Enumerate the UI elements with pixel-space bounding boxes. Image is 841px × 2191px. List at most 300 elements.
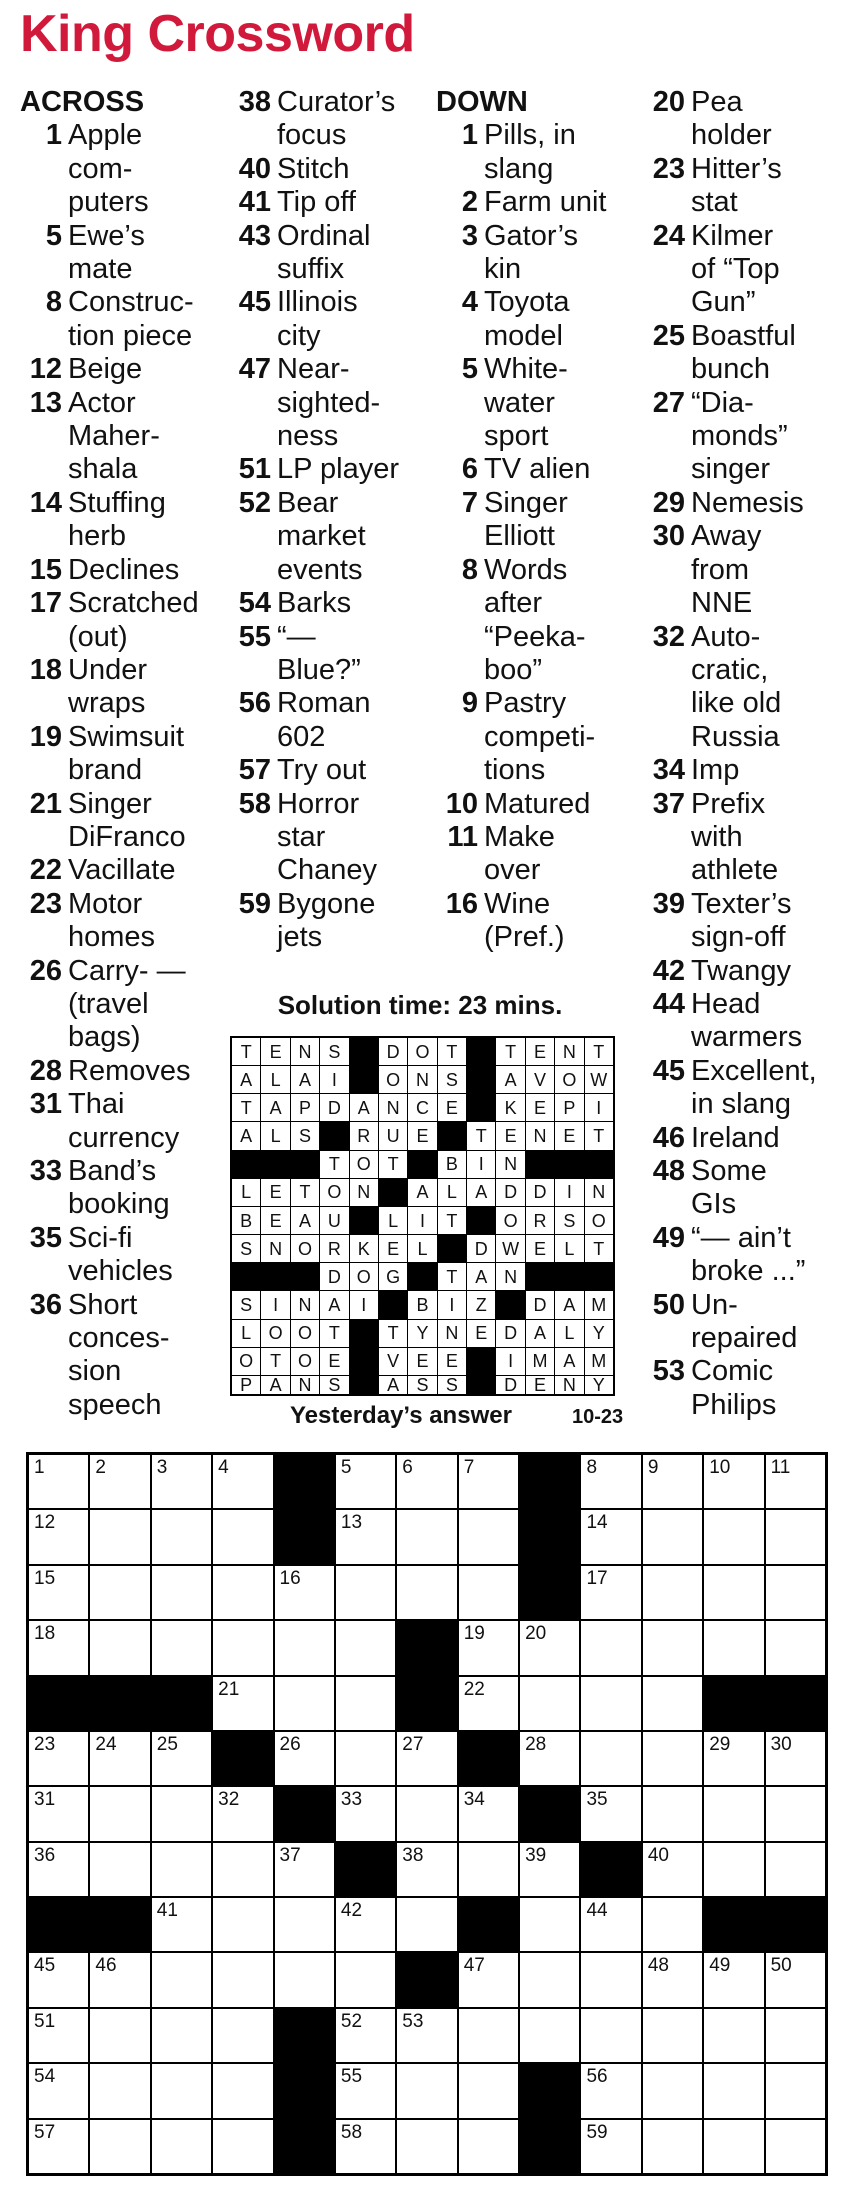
clue-number: 43 [238, 219, 271, 252]
answer-letter-cell: D [320, 1263, 348, 1290]
grid-cell[interactable] [766, 1455, 825, 1508]
grid-cell[interactable] [397, 2120, 456, 2173]
grid-cell[interactable] [766, 2009, 825, 2062]
clue-item [20, 487, 222, 554]
grid-cell[interactable] [152, 1621, 211, 1674]
answer-block-cell [585, 1151, 613, 1178]
clue-item [20, 788, 222, 855]
clue-text: Singer DiFranco [68, 787, 186, 853]
grid-cell-number: 6 [402, 1457, 413, 1478]
grid-cell-number: 54 [34, 2066, 56, 2088]
grid-cell[interactable] [581, 1732, 640, 1785]
grid-block-cell [520, 2064, 579, 2117]
clue-number: 48 [652, 1155, 685, 1187]
grid-cell[interactable] [90, 2120, 149, 2173]
clue-number: 3 [461, 219, 478, 252]
grid-cell[interactable] [275, 1621, 334, 1674]
answer-letter-cell: O [291, 1235, 319, 1262]
answer-block-cell [350, 1038, 378, 1065]
clue-item [20, 220, 222, 287]
answer-letter-cell: B [232, 1207, 260, 1234]
clue-item [20, 1222, 222, 1289]
grid-cell[interactable] [643, 1677, 702, 1730]
clue-item [643, 1289, 838, 1356]
answer-block-cell [467, 1376, 495, 1394]
answer-letter-cell: U [320, 1207, 348, 1234]
grid-cell-number: 45 [34, 1955, 56, 1977]
down-clues-column-2 [643, 86, 838, 1422]
grid-cell[interactable] [520, 1898, 579, 1951]
grid-cell[interactable] [643, 1566, 702, 1619]
grid-cell[interactable] [275, 1953, 334, 2006]
grid-cell[interactable] [643, 2009, 702, 2062]
down-heading: DOWN [436, 86, 528, 118]
answer-letter-cell: A [350, 1094, 378, 1121]
grid-cell[interactable] [336, 1898, 395, 1951]
grid-cell[interactable] [29, 1566, 88, 1619]
grid-cell[interactable] [213, 2064, 272, 2117]
answer-letter-cell: O [350, 1151, 378, 1178]
grid-cell[interactable] [336, 2064, 395, 2117]
grid-cell[interactable] [704, 1953, 763, 2006]
clue-number: 32 [652, 620, 685, 653]
grid-cell[interactable] [90, 2064, 149, 2117]
clue-item [643, 520, 838, 620]
grid-cell[interactable] [643, 1621, 702, 1674]
grid-cell[interactable] [213, 1843, 272, 1896]
grid-cell[interactable] [459, 1953, 518, 2006]
clue-text: Nemesis [691, 486, 804, 519]
grid-cell-number: 40 [647, 1844, 669, 1866]
grid-block-cell [275, 2120, 334, 2173]
grid-cell[interactable] [213, 1566, 272, 1619]
clue-text: Boastful bunch [691, 319, 796, 386]
grid-cell[interactable] [581, 1566, 640, 1619]
grid-cell[interactable] [643, 1953, 702, 2006]
grid-cell-number: 53 [402, 2010, 424, 2032]
grid-cell[interactable] [213, 1787, 272, 1840]
answer-block-cell [467, 1038, 495, 1065]
grid-block-cell [581, 1843, 640, 1896]
grid-cell[interactable] [275, 1566, 334, 1619]
grid-cell[interactable] [336, 1732, 395, 1785]
clue-text: Gator’s kin [484, 219, 579, 286]
grid-cell[interactable] [704, 2064, 763, 2117]
grid-cell[interactable] [459, 2009, 518, 2062]
answer-letter-cell: A [320, 1291, 348, 1318]
answer-letter-cell: E [526, 1038, 554, 1065]
grid-block-cell [213, 1732, 272, 1785]
answer-letter-cell: T [320, 1320, 348, 1347]
grid-cell[interactable] [581, 1510, 640, 1563]
answer-letter-cell: E [555, 1122, 583, 1149]
grid-cell[interactable] [459, 2064, 518, 2117]
grid-cell[interactable] [90, 1843, 149, 1896]
grid-cell[interactable] [766, 2120, 825, 2173]
grid-cell-number: 14 [586, 1512, 608, 1534]
grid-cell[interactable] [581, 2064, 640, 2117]
answer-letter-cell: T [438, 1038, 466, 1065]
answer-letter-cell: Z [467, 1291, 495, 1318]
clue-text: Stitch [277, 152, 350, 185]
grid-cell[interactable] [643, 2064, 702, 2117]
answer-letter-cell: E [261, 1207, 289, 1234]
grid-cell-number: 34 [463, 1789, 485, 1811]
clue-item [229, 687, 431, 754]
grid-block-cell [397, 1677, 456, 1730]
answer-letter-cell: T [438, 1263, 466, 1290]
answer-letter-cell: I [320, 1066, 348, 1093]
grid-cell[interactable] [643, 1898, 702, 1951]
clue-number: 27 [652, 386, 685, 419]
grid-cell[interactable] [336, 2120, 395, 2173]
grid-cell[interactable] [704, 2120, 763, 2173]
answer-letter-cell: O [496, 1207, 524, 1234]
clue-text: Roman 602 [277, 687, 371, 753]
grid-cell[interactable] [459, 1566, 518, 1619]
answer-letter-cell: L [232, 1320, 260, 1347]
answer-letter-cell: T [291, 1179, 319, 1206]
clue-number: 57 [238, 754, 271, 787]
clue-text: Removes [68, 1054, 191, 1087]
grid-cell[interactable] [213, 1953, 272, 2006]
grid-cell[interactable] [90, 1787, 149, 1840]
clue-number: 23 [652, 152, 685, 185]
clue-item [229, 86, 431, 153]
answer-letter-cell: I [555, 1179, 583, 1206]
clue-item [643, 988, 838, 1055]
grid-cell[interactable] [275, 1898, 334, 1951]
grid-cell[interactable] [90, 1510, 149, 1563]
answer-letter-cell: N [408, 1066, 436, 1093]
grid-cell[interactable] [520, 1621, 579, 1674]
grid-cell[interactable] [459, 1787, 518, 1840]
clue-number: 51 [238, 453, 271, 486]
answer-block-cell [408, 1151, 436, 1178]
grid-cell[interactable] [581, 2009, 640, 2062]
grid-cell[interactable] [459, 1510, 518, 1563]
grid-cell[interactable] [581, 1898, 640, 1951]
grid-cell-number: 44 [586, 1900, 608, 1922]
grid-cell[interactable] [704, 1732, 763, 1785]
grid-cell[interactable] [213, 1455, 272, 1508]
answer-letter-cell: N [350, 1179, 378, 1206]
grid-cell[interactable] [643, 1455, 702, 1508]
grid-cell[interactable] [520, 1953, 579, 2006]
grid-cell[interactable] [152, 1843, 211, 1896]
grid-cell[interactable] [29, 1455, 88, 1508]
clue-number: 56 [238, 687, 271, 720]
grid-cell[interactable] [397, 2009, 456, 2062]
grid-cell[interactable] [704, 1621, 763, 1674]
answer-letter-cell: A [261, 1376, 289, 1394]
grid-cell[interactable] [152, 2120, 211, 2173]
grid-cell[interactable] [581, 1953, 640, 2006]
answer-letter-cell: E [261, 1179, 289, 1206]
grid-cell[interactable] [766, 1787, 825, 1840]
clue-text: Farm unit [484, 186, 607, 219]
grid-cell-number: 35 [586, 1789, 608, 1811]
grid-cell[interactable] [581, 1787, 640, 1840]
answer-letter-cell: N [291, 1376, 319, 1394]
clue-number: 29 [652, 486, 685, 519]
grid-cell[interactable] [643, 1510, 702, 1563]
grid-cell[interactable] [90, 1455, 149, 1508]
answer-block-cell [438, 1235, 466, 1262]
across-clues-column-2 [229, 86, 431, 955]
clue-number: 53 [652, 1355, 685, 1388]
grid-cell[interactable] [704, 2009, 763, 2062]
answer-letter-cell: A [555, 1291, 583, 1318]
grid-block-cell [29, 1898, 88, 1951]
answer-letter-cell: S [438, 1376, 466, 1394]
grid-cell[interactable] [766, 2064, 825, 2117]
grid-cell-number: 36 [34, 1844, 56, 1866]
grid-cell[interactable] [275, 1677, 334, 1730]
clue-item [20, 387, 222, 487]
grid-block-cell [275, 2064, 334, 2117]
answer-block-cell [350, 1207, 378, 1234]
grid-cell[interactable] [520, 1677, 579, 1730]
grid-cell-number: 11 [770, 1457, 791, 1478]
grid-cell[interactable] [704, 1455, 763, 1508]
answer-letter-cell: T [232, 1094, 260, 1121]
grid-cell-number: 2 [95, 1457, 106, 1478]
clue-item [229, 754, 431, 787]
grid-cell[interactable] [520, 2009, 579, 2062]
grid-cell[interactable] [152, 1898, 211, 1951]
grid-cell[interactable] [459, 1677, 518, 1730]
grid-cell[interactable] [152, 1732, 211, 1785]
grid-cell[interactable] [213, 1898, 272, 1951]
grid-cell-number: 10 [709, 1457, 731, 1478]
grid-cell[interactable] [336, 1787, 395, 1840]
answer-letter-cell: E [408, 1348, 436, 1375]
answer-letter-cell: C [408, 1094, 436, 1121]
grid-cell[interactable] [213, 1510, 272, 1563]
grid-cell[interactable] [29, 2009, 88, 2062]
grid-cell[interactable] [152, 1566, 211, 1619]
clue-item [229, 353, 431, 453]
answer-letter-cell: A [232, 1066, 260, 1093]
grid-cell[interactable] [520, 1732, 579, 1785]
grid-cell[interactable] [397, 2064, 456, 2117]
answer-block-cell [232, 1263, 260, 1290]
grid-cell[interactable] [336, 1455, 395, 1508]
answer-letter-cell: A [555, 1348, 583, 1375]
grid-cell[interactable] [152, 2009, 211, 2062]
grid-cell[interactable] [29, 1732, 88, 1785]
clue-number: 1 [461, 119, 478, 152]
grid-cell[interactable] [397, 1732, 456, 1785]
clue-number: 7 [461, 486, 478, 519]
answer-letter-cell: I [261, 1291, 289, 1318]
clue-text: Bear market events [277, 486, 366, 586]
clue-number: 20 [652, 86, 685, 118]
clue-number: 17 [29, 587, 62, 620]
grid-cell-number: 57 [34, 2121, 56, 2143]
answer-letter-cell: E [526, 1235, 554, 1262]
grid-cell[interactable] [213, 1677, 272, 1730]
grid-block-cell [397, 1953, 456, 2006]
grid-cell-number: 16 [279, 1567, 301, 1589]
grid-cell[interactable] [397, 1455, 456, 1508]
grid-cell-number: 41 [156, 1900, 178, 1922]
grid-cell[interactable] [581, 2120, 640, 2173]
clue-number: 34 [652, 754, 685, 787]
grid-cell[interactable] [29, 2064, 88, 2117]
grid-cell[interactable] [397, 1566, 456, 1619]
grid-cell[interactable] [29, 1953, 88, 2006]
grid-block-cell [520, 1455, 579, 1508]
answer-letter-cell: L [555, 1235, 583, 1262]
grid-cell[interactable] [704, 1566, 763, 1619]
grid-cell[interactable] [643, 1787, 702, 1840]
grid-cell[interactable] [397, 1787, 456, 1840]
grid-cell[interactable] [29, 1843, 88, 1896]
grid-cell[interactable] [766, 1621, 825, 1674]
clue-number: 2 [461, 186, 478, 219]
answer-block-cell [555, 1263, 583, 1290]
grid-cell[interactable] [704, 1843, 763, 1896]
grid-cell[interactable] [90, 1566, 149, 1619]
grid-cell[interactable] [90, 1732, 149, 1785]
clue-item [643, 1355, 838, 1422]
grid-cell[interactable] [581, 1621, 640, 1674]
clue-item [20, 286, 222, 353]
clue-text: Prefix with athlete [691, 787, 779, 887]
grid-cell[interactable] [90, 1953, 149, 2006]
grid-cell[interactable] [766, 1732, 825, 1785]
across-clues-column-1 [20, 86, 222, 1422]
grid-cell[interactable] [766, 1843, 825, 1896]
grid-cell[interactable] [397, 1510, 456, 1563]
answer-block-cell [467, 1094, 495, 1121]
grid-cell-number: 15 [34, 1567, 56, 1589]
grid-cell[interactable] [90, 2009, 149, 2062]
grid-block-cell [397, 1621, 456, 1674]
clue-text: Texter’s sign-off [691, 887, 792, 954]
clue-number: 11 [447, 820, 478, 853]
grid-cell[interactable] [29, 1621, 88, 1674]
grid-cell[interactable] [581, 1455, 640, 1508]
grid-cell[interactable] [336, 1621, 395, 1674]
answer-letter-cell: R [526, 1207, 554, 1234]
grid-cell[interactable] [766, 1953, 825, 2006]
clue-item [436, 888, 638, 955]
clue-number: 9 [461, 687, 478, 720]
grid-cell[interactable] [90, 1621, 149, 1674]
grid-cell[interactable] [459, 1455, 518, 1508]
clue-number: 47 [238, 353, 271, 386]
grid-block-cell [29, 1677, 88, 1730]
clue-text: Words after “Peeka- boo” [484, 553, 586, 686]
grid-cell[interactable] [29, 1787, 88, 1840]
grid-cell[interactable] [336, 1566, 395, 1619]
grid-cell[interactable] [152, 1455, 211, 1508]
grid-cell[interactable] [213, 1621, 272, 1674]
grid-cell-number: 23 [34, 1733, 56, 1755]
grid-cell[interactable] [643, 1732, 702, 1785]
answer-letter-cell: M [585, 1348, 613, 1375]
answer-letter-cell: I [350, 1291, 378, 1318]
grid-cell[interactable] [643, 2120, 702, 2173]
grid-cell[interactable] [459, 1621, 518, 1674]
grid-cell[interactable] [581, 1677, 640, 1730]
grid-cell[interactable] [766, 1566, 825, 1619]
clue-text: Near- sighted- ness [277, 353, 381, 453]
clue-item [643, 1222, 838, 1289]
clue-number: 49 [652, 1221, 685, 1254]
yesterday-answer-grid [230, 1036, 615, 1396]
grid-cell[interactable] [152, 1787, 211, 1840]
grid-cell[interactable] [643, 1843, 702, 1896]
grid-cell[interactable] [29, 2120, 88, 2173]
grid-cell[interactable] [704, 1787, 763, 1840]
clue-text: LP player [277, 453, 399, 486]
grid-cell[interactable] [152, 1510, 211, 1563]
answer-letter-cell: A [232, 1122, 260, 1149]
clue-number: 5 [45, 219, 62, 252]
answer-block-cell [379, 1291, 407, 1318]
clue-text: Toyota model [484, 286, 570, 352]
grid-cell[interactable] [336, 2009, 395, 2062]
answer-letter-cell: M [526, 1348, 554, 1375]
grid-cell[interactable] [397, 1843, 456, 1896]
grid-cell-number: 51 [34, 2010, 56, 2032]
grid-cell[interactable] [520, 1843, 579, 1896]
grid-cell-number: 33 [340, 1789, 363, 1811]
clue-number: 6 [461, 453, 478, 486]
grid-cell[interactable] [275, 1843, 334, 1896]
answer-letter-cell: T [496, 1038, 524, 1065]
answer-letter-cell: K [350, 1235, 378, 1262]
clue-item [229, 153, 431, 186]
grid-cell[interactable] [397, 1898, 456, 1951]
answer-letter-cell: S [232, 1235, 260, 1262]
clue-text: Singer Elliott [484, 486, 568, 553]
answer-letter-cell: T [261, 1348, 289, 1375]
grid-cell[interactable] [336, 1510, 395, 1563]
grid-cell-number: 50 [770, 1955, 792, 1977]
clue-item [20, 353, 222, 386]
clue-item [643, 888, 838, 955]
answer-letter-cell: O [585, 1207, 613, 1234]
answer-letter-cell: D [526, 1291, 554, 1318]
grid-cell[interactable] [704, 1510, 763, 1563]
grid-cell[interactable] [213, 2120, 272, 2173]
grid-cell[interactable] [213, 2009, 272, 2062]
grid-cell[interactable] [152, 1953, 211, 2006]
clue-text: Hitter’s stat [691, 152, 782, 219]
grid-cell[interactable] [459, 2120, 518, 2173]
answer-letter-cell: E [438, 1348, 466, 1375]
grid-cell[interactable] [29, 1510, 88, 1563]
grid-cell[interactable] [766, 1510, 825, 1563]
clue-number: 41 [238, 186, 271, 219]
answer-letter-cell: I [496, 1348, 524, 1375]
grid-cell[interactable] [459, 1843, 518, 1896]
answer-letter-cell: A [496, 1066, 524, 1093]
clue-text: Imp [691, 754, 740, 787]
answer-letter-cell: Y [585, 1376, 613, 1394]
grid-cell[interactable] [336, 1953, 395, 2006]
grid-cell-number: 52 [340, 2010, 363, 2032]
answer-letter-cell: K [496, 1094, 524, 1121]
grid-cell[interactable] [152, 2064, 211, 2117]
grid-cell[interactable] [336, 1677, 395, 1730]
grid-cell[interactable] [275, 1732, 334, 1785]
